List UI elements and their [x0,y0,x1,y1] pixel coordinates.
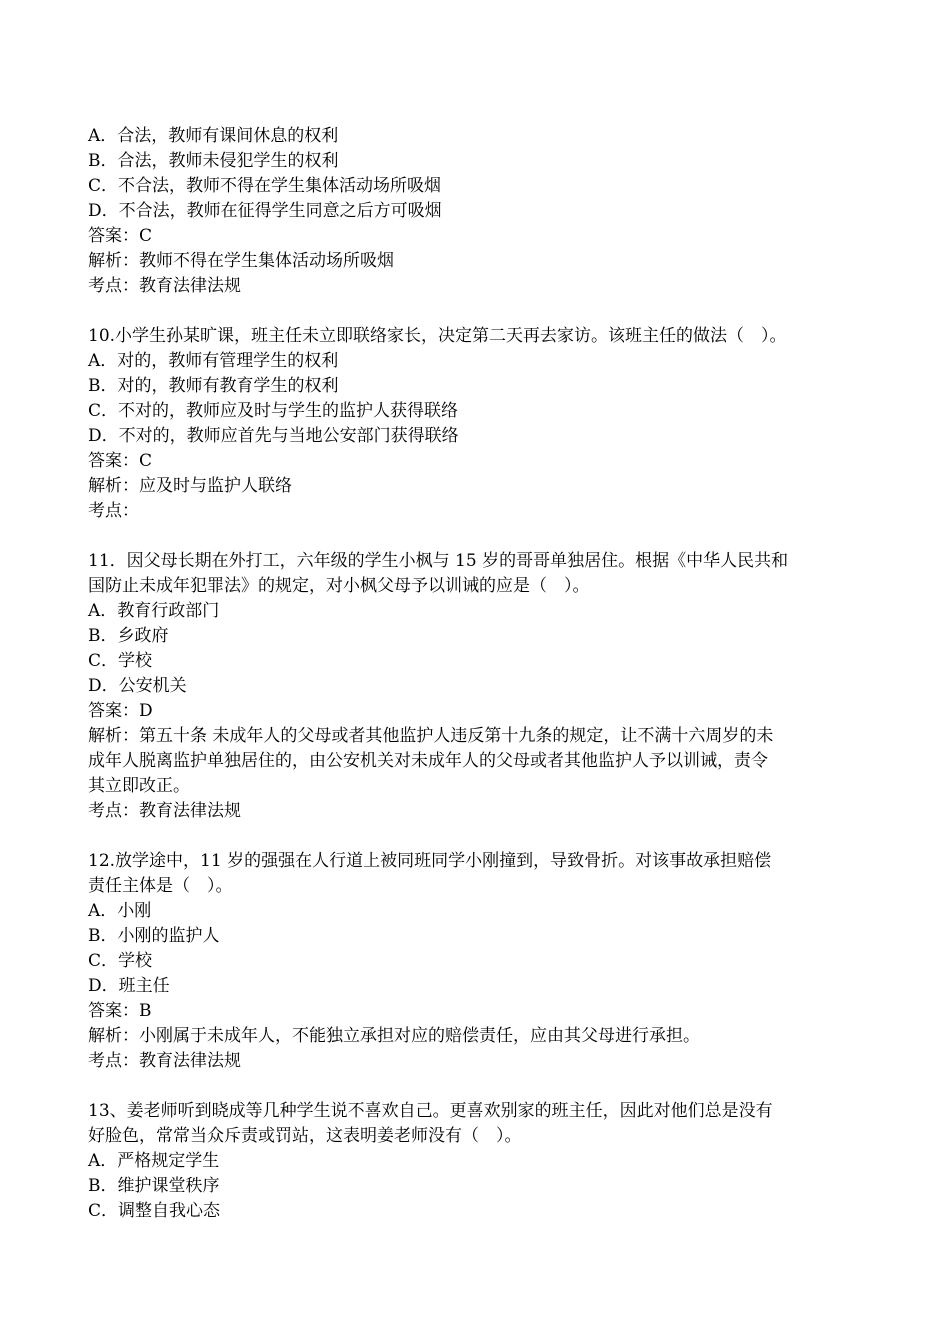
option-a: A．合法，教师有课间休息的权利 [88,126,339,146]
question-text-line-1: 13、姜老师听到晓成等几种学生说不喜欢自己。更喜欢别家的班主任，因此对他们总是没有 [88,1101,773,1121]
answer: 答案：C [88,451,153,471]
exam-point: 考点：教育法律法规 [88,1051,241,1071]
analysis: 解析：应及时与监护人联络 [88,476,292,496]
exam-point: 考点：教育法律法规 [88,801,241,821]
option-a: A．小刚 [88,901,152,921]
option-b: B．小刚的监护人 [88,926,220,946]
option-b: B．合法，教师未侵犯学生的权利 [88,151,339,171]
option-d: D．公安机关 [88,676,187,696]
option-c: C．学校 [88,951,153,971]
exam-point: 考点：教育法律法规 [88,276,241,296]
option-a: A．对的，教师有管理学生的权利 [88,351,339,371]
spacer [88,824,888,849]
question-text-line-2: 责任主体是（ ）。 [88,876,233,896]
question-text: 10.小学生孙某旷课，班主任未立即联络家长，决定第二天再去家访。该班主任的做法（ ）。 [88,326,787,346]
option-c: C．调整自我心态 [88,1201,221,1221]
option-a: A．严格规定学生 [88,1151,220,1171]
spacer [88,299,888,324]
option-c: C．学校 [88,651,153,671]
question-10-block [88,324,888,524]
option-c: C．不对的，教师应及时与学生的监护人获得联络 [88,401,459,421]
option-a: A．教育行政部门 [88,601,220,621]
analysis-line-1: 解析：第五十条 未成年人的父母或者其他监护人违反第十九条的规定，让不满十六周岁的未 [88,726,774,746]
question-text-line-2: 国防止未成年犯罪法》的规定，对小枫父母予以训诫的应是（ ）。 [88,576,590,596]
question-text-line-2: 好脸色，常常当众斥责或罚站，这表明姜老师没有（ ）。 [88,1126,522,1146]
option-b: B．维护课堂秩序 [88,1176,220,1196]
option-d: D．班主任 [88,976,170,996]
option-b: B．乡政府 [88,626,169,646]
spacer [88,1074,888,1099]
question-13-block [88,1099,888,1224]
spacer [88,524,888,549]
analysis-line-2: 成年人脱离监护单独居住的，由公安机关对未成年人的父母或者其他监护人予以训诫，责令 [88,751,768,771]
analysis-line-3: 其立即改正。 [88,776,190,796]
question-9-block [88,124,888,299]
answer: 答案：B [88,1001,152,1021]
question-12-block [88,849,888,1074]
answer: 答案：C [88,226,153,246]
question-11-block [88,549,888,824]
option-b: B．对的，教师有教育学生的权利 [88,376,339,396]
option-c: C．不合法，教师不得在学生集体活动场所吸烟 [88,176,442,196]
document-page [88,124,888,1224]
question-text-line-1: 12.放学途中，11 岁的强强在人行道上被同班同学小刚撞到，导致骨折。对该事故承担赔偿 [88,851,772,871]
analysis: 解析：教师不得在学生集体活动场所吸烟 [88,251,394,271]
exam-point: 考点： [88,501,139,521]
question-text-line-1: 11．因父母长期在外打工，六年级的学生小枫与 15 岁的哥哥单独居住。根据《中华人民共和 [88,551,789,571]
option-d: D．不对的，教师应首先与当地公安部门获得联络 [88,426,459,446]
option-d: D．不合法，教师在征得学生同意之后方可吸烟 [88,201,442,221]
answer: 答案：D [88,701,153,721]
analysis: 解析：小刚属于未成年人，不能独立承担对应的赔偿责任，应由其父母进行承担。 [88,1026,700,1046]
